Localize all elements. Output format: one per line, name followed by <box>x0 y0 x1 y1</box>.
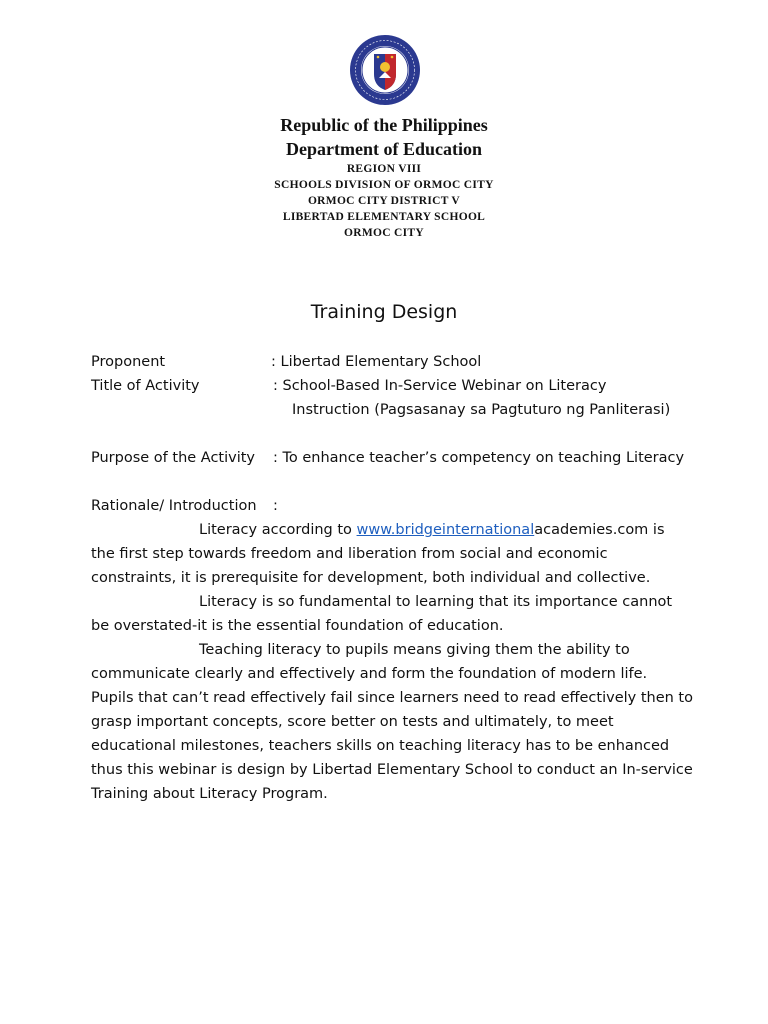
rationale-paragraph-3-line-2: communicate clearly and effectively and form the foundation of modern life. <box>91 666 648 682</box>
proponent-value: : Libertad Elementary School <box>271 354 482 370</box>
division-name: SCHOOLS DIVISION OF ORMOC CITY <box>274 179 494 191</box>
document-title: Training Design <box>310 301 458 323</box>
rationale-paragraph-3-line-5: educational milestones, teachers skills on teaching literacy has to be enhanced <box>91 738 670 754</box>
country-name: Republic of the Philippines <box>280 115 488 135</box>
rationale-label: Rationale/ Introduction <box>91 498 257 514</box>
rationale-paragraph-3-line-6: thus this webinar is design by Libertad Elementary School to conduct an In-service <box>91 762 693 778</box>
activity-title-value-line1: : School-Based In-Service Webinar on Literacy <box>273 378 607 394</box>
letterhead <box>0 113 768 241</box>
rationale-paragraph-1-line-2: the first step towards freedom and liberation from social and economic <box>91 546 608 562</box>
rationale-paragraph-2-line-2: be overstated-it is the essential foundation of education. <box>91 618 504 634</box>
region-name: REGION VIII <box>346 163 422 175</box>
district-name: ORMOC CITY DISTRICT V <box>307 195 461 207</box>
school-name: LIBERTAD ELEMENTARY SCHOOL <box>282 211 486 223</box>
department-name: Department of Education <box>286 139 482 159</box>
rationale-paragraph-3-line-7: Training about Literacy Program. <box>91 786 328 802</box>
purpose-label: Purpose of the Activity <box>91 450 256 466</box>
rationale-paragraph-3-line-4: grasp important concepts, score better on tests and ultimately, to meet <box>91 714 614 730</box>
rationale-colon: : <box>273 498 278 514</box>
bridge-international-link[interactable]: www.bridgeinternational <box>356 522 535 538</box>
rationale-p1-suffix: academies.com is <box>534 522 665 538</box>
proponent-label: Proponent <box>91 354 166 370</box>
rationale-p1-prefix: Literacy according to <box>199 522 357 538</box>
rationale-paragraph-3-line-1: Teaching literacy to pupils means giving them the ability to <box>199 642 630 658</box>
rationale-paragraph-2-line-1: Literacy is so fundamental to learning that its importance cannot <box>199 594 673 610</box>
purpose-value: : To enhance teacher’s competency on teaching Literacy <box>273 450 685 466</box>
rationale-paragraph-3-line-3: Pupils that can’t read effectively fail since learners need to read effectively then to <box>91 690 693 706</box>
city-name: ORMOC CITY <box>344 227 424 239</box>
activity-title-value-line2: Instruction (Pagsasanay sa Pagtuturo ng Panliterasi) <box>292 402 671 418</box>
rationale-body <box>91 518 691 806</box>
rationale-paragraph-1-line-1 <box>91 518 691 542</box>
rationale-paragraph-1-line-3: constraints, it is prerequisite for development, both individual and collective. <box>91 570 651 586</box>
deped-seal-logo <box>349 34 421 106</box>
activity-title-label: Title of Activity <box>91 378 200 394</box>
